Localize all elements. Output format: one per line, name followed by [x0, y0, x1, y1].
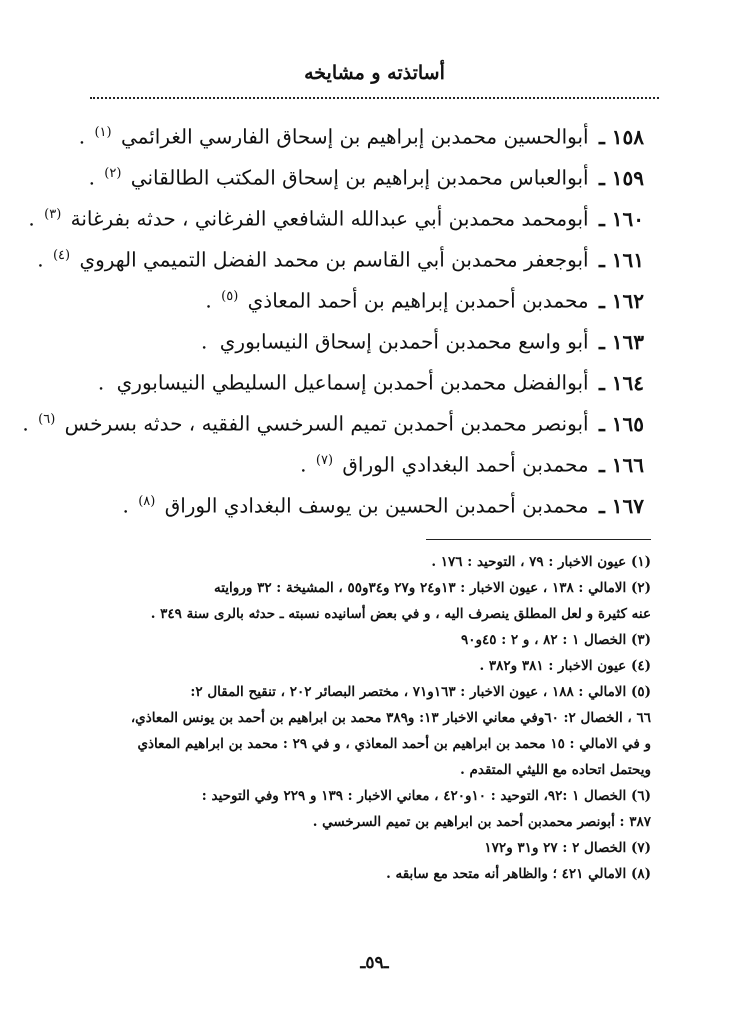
entry-text: أبوالفضل محمدبن أحمدبن إسماعيل السليطي النيسابوري [116, 370, 589, 395]
entry-number: ١٦٦ ـ [598, 452, 644, 477]
entry-tail: . [88, 165, 95, 190]
entry-number: ١٦٧ ـ [598, 493, 644, 518]
footnote-line: ٦٦ ، الخصال ٢: ٦٠وفي معاني الاخبار ١٣: و٣٨٩ محمد بن ابراهيم بن أحمد بن يونس المعاذي، [130, 710, 651, 726]
footnote-line: (٢) الامالي : ١٣٨ ، عيون الاخبار : ١٣و٢٤ و٢٧ و٣٤و٥٥ ، المشيخة : ٣٢ وروايته [213, 580, 651, 596]
footnote-ref: (٨) [138, 494, 156, 509]
entry-159 [88, 153, 644, 194]
footnote-line: و في الامالي : ١٥ محمد بن ابراهيم بن أحمد المعاذي ، و في ٢٩ : محمد بن ابراهيم المعاذي [137, 736, 651, 752]
entry-167 [104, 481, 644, 522]
footnote-line: (٥) الامالي : ١٨٨ ، عيون الاخبار : ١٦٣و٧١ ، مختصر البصائر ٢٠٢ ، تنقيح المقال ٢: [190, 684, 651, 700]
entry-165 [22, 399, 644, 440]
entry-160 [28, 194, 644, 235]
entry-text: أبوالحسين محمدبن إبراهيم بن إسحاق الفارسي الغرائمي [120, 124, 589, 149]
footnote-ref: (٢) [104, 166, 122, 181]
footnote-line: ويحتمل اتحاده مع الليثي المتقدم . [460, 762, 651, 778]
entry-tail: . [97, 370, 105, 395]
page-number: ـ٥٩ـ [360, 953, 389, 973]
entry-text: أبوالعباس محمدبن إبراهيم بن إسحاق المكتب الطالقاني [130, 165, 589, 190]
entry-text: أبوجعفر محمدبن أبي القاسم بن محمد الفضل التميمي الهروي [79, 247, 589, 272]
footnote-ref: (٦) [38, 412, 56, 427]
header-dotted-rule [90, 97, 659, 99]
entry-number: ١٥٨ ـ [598, 124, 644, 149]
footnote-ref: (١) [94, 125, 112, 140]
entries-list [22, 112, 644, 522]
footnotes-section [91, 549, 651, 887]
page-header-title: أساتذته و مشايخه [304, 62, 445, 84]
entry-tail: . [22, 411, 29, 436]
footnote-line: (٤) عيون الاخبار : ٣٨١ و٣٨٢ . [479, 658, 651, 674]
footnote-ref: (٤) [52, 248, 71, 263]
entry-text: أبومحمد محمدبن أبي عبدالله الشافعي الفرغاني ، حدثه بفرغانة [70, 206, 589, 231]
footnote-line: ٣٨٧ : أبونصر محمدبن أحمد بن ابراهيم بن تميم السرخسي . [312, 814, 651, 830]
entry-164 [97, 358, 644, 399]
entry-text: أبونصر محمدبن أحمدبن تميم السرخسي الفقيه ، حدثه بسرخس [64, 411, 589, 436]
entry-tail: . [300, 452, 307, 477]
entry-158 [78, 112, 644, 153]
entry-tail: . [78, 124, 86, 149]
entry-number: ١٦١ ـ [598, 247, 644, 272]
footnote-line: (٨) الامالي ٤٢١ ؛ والظاهر أنه متحد مع سابقه . [386, 866, 651, 882]
footnote-ref: (٧) [315, 453, 334, 468]
entry-tail: . [28, 206, 35, 231]
entry-number: ١٦٤ ـ [598, 370, 644, 395]
entry-number: ١٥٩ ـ [598, 165, 644, 190]
entry-text: محمدبن أحمدبن إبراهيم بن أحمد المعاذي [247, 288, 589, 313]
footnote-separator [426, 539, 651, 540]
entry-number: ١٦٣ ـ [598, 329, 644, 354]
footnote-ref: (٥) [221, 289, 239, 304]
footnote-ref: (٣) [44, 207, 62, 222]
entry-tail: . [201, 329, 208, 354]
entry-text: محمدبن أحمد البغدادي الوراق [342, 452, 589, 477]
footnote-line: (١) عيون الاخبار : ٧٩ ، التوحيد : ١٧٦ . [431, 554, 651, 570]
entry-text: أبو واسع محمدبن أحمدبن إسحاق النيسابوري [219, 329, 589, 354]
footnote-line: (٣) الخصال ١ : ٨٢ ، و ٢ : ٤٥و٩٠ [460, 632, 651, 648]
entry-number: ١٦٢ ـ [598, 288, 644, 313]
entry-tail: . [122, 493, 129, 518]
entry-162 [104, 276, 644, 317]
entry-166 [104, 440, 644, 481]
footnote-line: (٧) الخصال ٢ : ٢٧ و٣١ و١٧٢ [484, 840, 651, 856]
entry-tail: . [205, 288, 212, 313]
entry-number: ١٦٥ ـ [598, 411, 644, 436]
entry-number: ١٦٠ ـ [598, 206, 644, 231]
entry-text: محمدبن أحمدبن الحسين بن يوسف البغدادي الوراق [164, 493, 589, 518]
footnote-line: (٦) الخصال ١ :٩٢، التوحيد : ١٠و٤٢٠ ، معاني الاخبار : ١٣٩ و ٢٢٩ وفي التوحيد : [201, 788, 651, 804]
entry-163 [104, 317, 644, 358]
entry-161 [37, 235, 644, 276]
entry-tail: . [37, 247, 44, 272]
footnote-line: عنه كثيرة و لعل المطلق ينصرف اليه ، و في بعض أسانيده نسبته ـ حدثه بالرى سنة ٣٤٩ . [150, 606, 651, 622]
